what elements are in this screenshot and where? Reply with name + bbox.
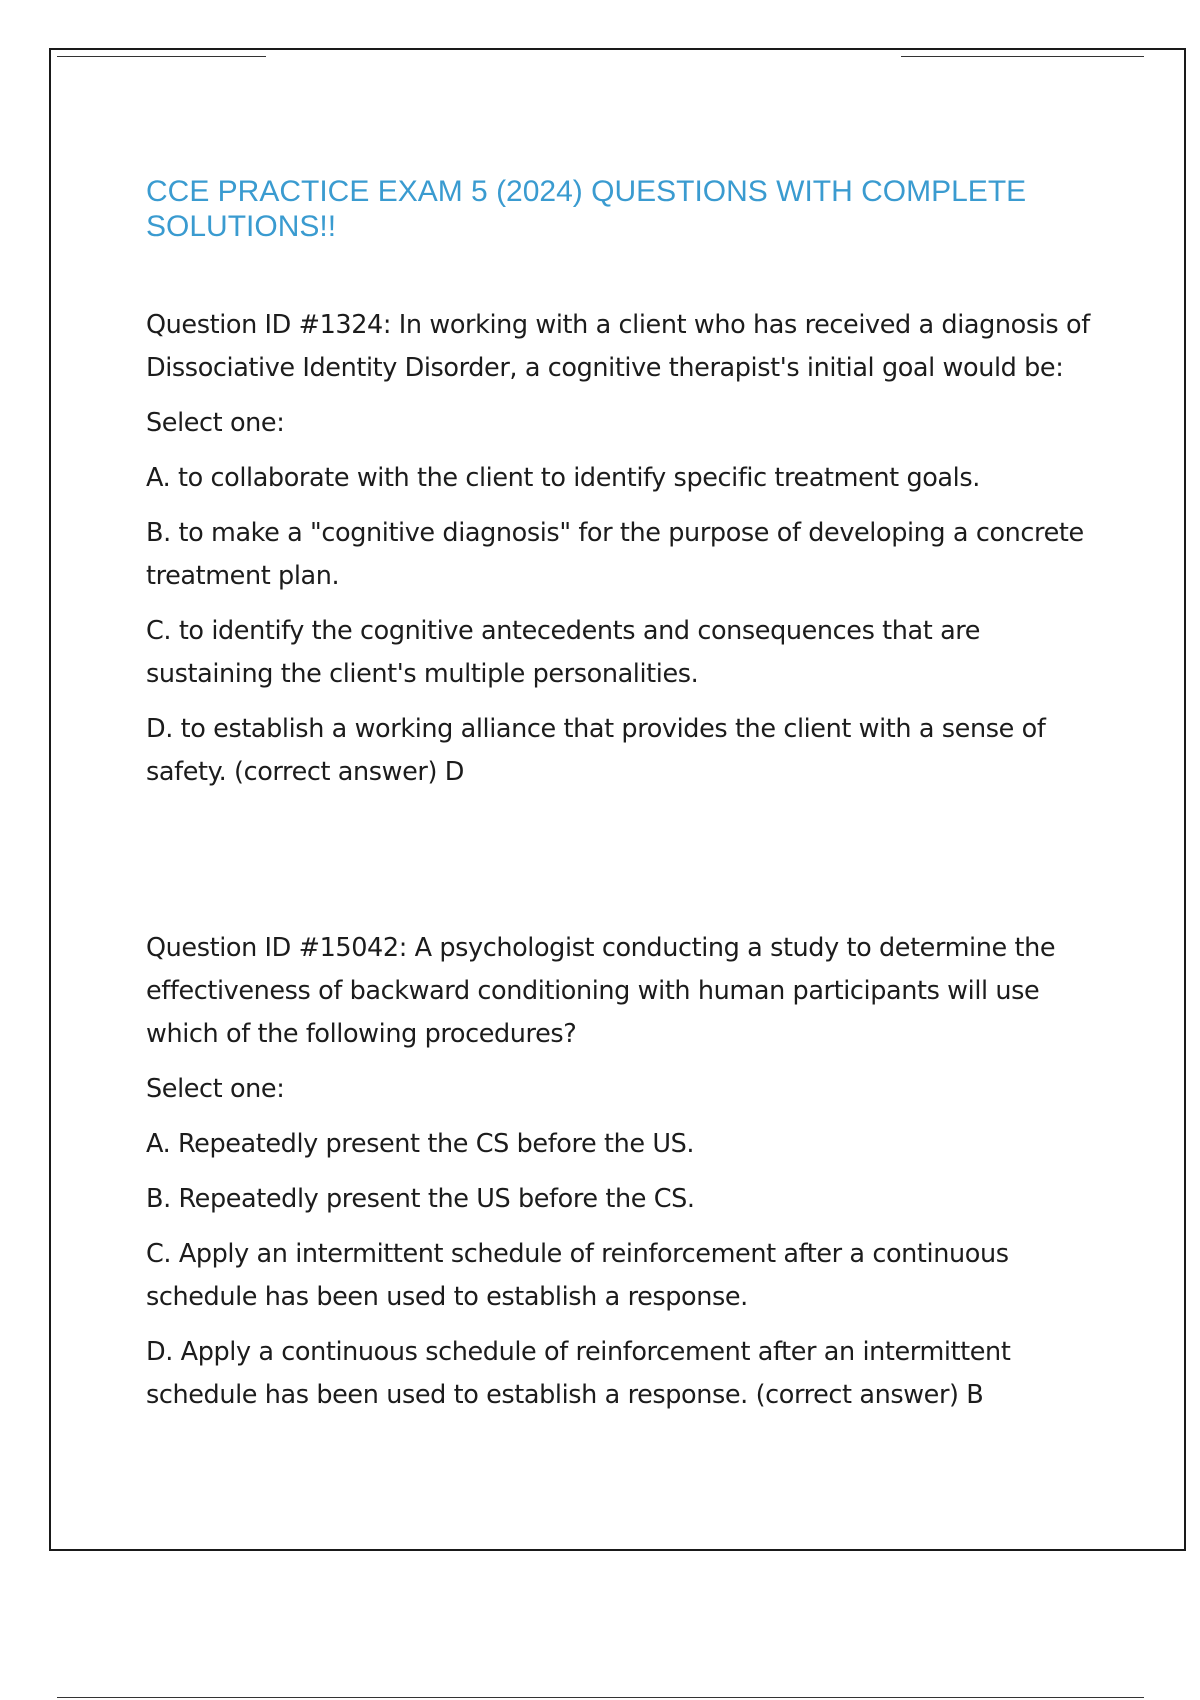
select-one-label: Select one: — [146, 408, 285, 438]
question-text: Question ID #15042: A psychologist conducting a study to determine the effectiveness of backward conditioning with human participants will use which of the following procedures? — [146, 933, 1056, 1049]
document-title: CCE PRACTICE EXAM 5 (2024) QUESTIONS WITH COMPLETE SOLUTIONS!! — [146, 175, 1027, 243]
select-one-label: Select one: — [146, 1074, 285, 1104]
option-b: B. Repeatedly present the US before the CS. — [146, 1184, 695, 1214]
option-c: C. Apply an intermittent schedule of reinforcement after a continuous schedule has been used to establish a response. — [146, 1239, 1009, 1312]
option-d: D. to establish a working alliance that provides the client with a sense of safety. (correct answer) D — [146, 714, 1046, 787]
option-b: B. to make a "cognitive diagnosis" for the purpose of developing a concrete treatment plan. — [146, 518, 1084, 591]
option-d: D. Apply a continuous schedule of reinforcement after an intermittent schedule has been used to establish a response. (correct answer) B — [146, 1337, 1011, 1410]
question-1 — [146, 304, 1106, 806]
option-c: C. to identify the cognitive antecedents and consequences that are sustaining the client's multiple personalities. — [146, 616, 981, 689]
option-a: A. Repeatedly present the CS before the US. — [146, 1129, 695, 1159]
option-a: A. to collaborate with the client to identify specific treatment goals. — [146, 463, 980, 493]
question-2 — [146, 927, 1106, 1429]
question-text: Question ID #1324: In working with a client who has received a diagnosis of Dissociative Identity Disorder, a cognitive therapist's initial goal would be: — [146, 310, 1090, 383]
footer-rule — [57, 1697, 1144, 1698]
